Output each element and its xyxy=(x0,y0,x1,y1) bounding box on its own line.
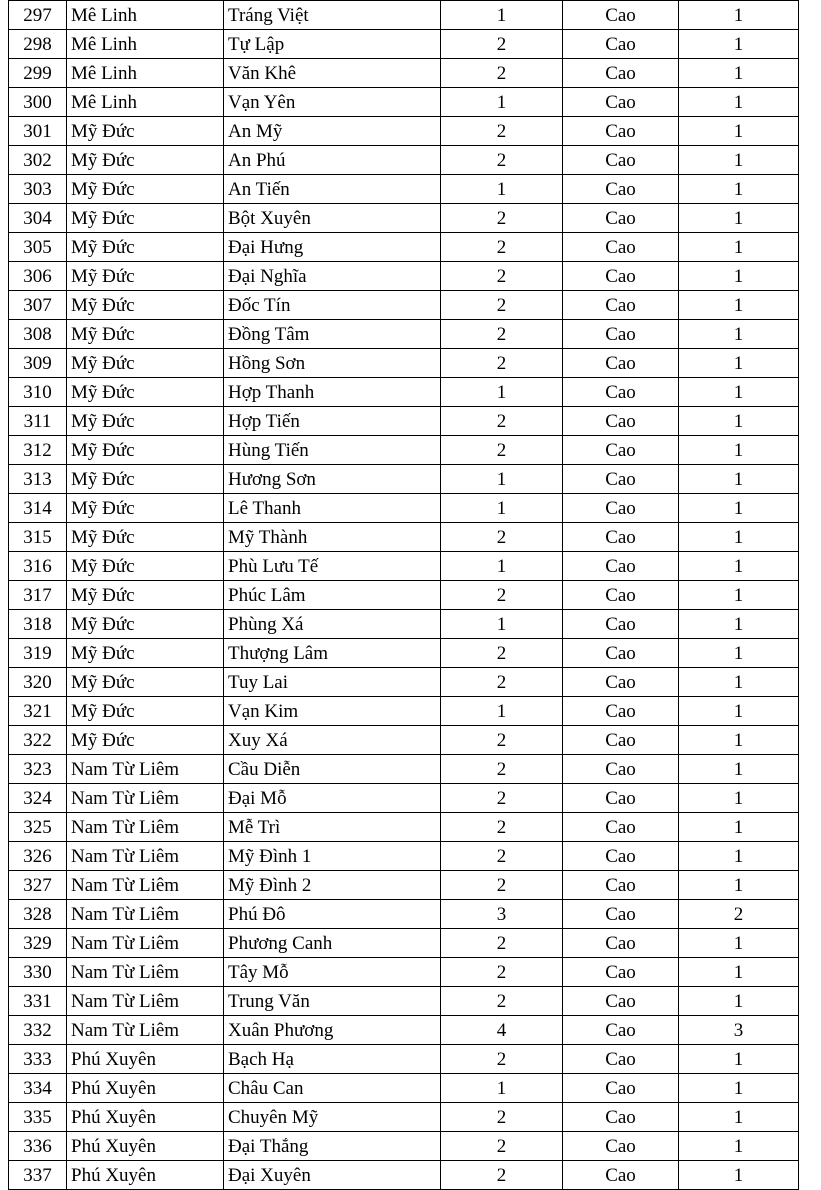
cell-stt: 314 xyxy=(9,494,67,523)
cell-count-b: 1 xyxy=(679,320,799,349)
cell-count-a: 2 xyxy=(441,262,563,291)
cell-count-b: 1 xyxy=(679,1074,799,1103)
cell-count-a: 2 xyxy=(441,581,563,610)
cell-district: Phú Xuyên xyxy=(67,1103,224,1132)
cell-count-a: 2 xyxy=(441,1103,563,1132)
cell-count-b: 1 xyxy=(679,407,799,436)
cell-count-b: 1 xyxy=(679,842,799,871)
cell-stt: 300 xyxy=(9,88,67,117)
cell-stt: 328 xyxy=(9,900,67,929)
cell-ward: Mỹ Đình 2 xyxy=(224,871,441,900)
cell-ward: Hợp Tiến xyxy=(224,407,441,436)
cell-district: Mỹ Đức xyxy=(67,233,224,262)
cell-count-b: 1 xyxy=(679,610,799,639)
cell-count-b: 1 xyxy=(679,378,799,407)
cell-count-a: 3 xyxy=(441,900,563,929)
table-row xyxy=(9,262,799,291)
cell-district: Mỹ Đức xyxy=(67,639,224,668)
cell-district: Mỹ Đức xyxy=(67,117,224,146)
cell-ward: Bột Xuyên xyxy=(224,204,441,233)
table-row xyxy=(9,1045,799,1074)
cell-district: Phú Xuyên xyxy=(67,1045,224,1074)
cell-level: Cao xyxy=(563,262,679,291)
table-row xyxy=(9,1103,799,1132)
cell-stt: 324 xyxy=(9,784,67,813)
table-row xyxy=(9,755,799,784)
cell-level: Cao xyxy=(563,929,679,958)
cell-district: Mỹ Đức xyxy=(67,349,224,378)
cell-count-b: 1 xyxy=(679,639,799,668)
cell-count-b: 3 xyxy=(679,1016,799,1045)
table-body xyxy=(9,1,799,1190)
table-row xyxy=(9,523,799,552)
cell-count-a: 1 xyxy=(441,494,563,523)
cell-count-a: 4 xyxy=(441,1016,563,1045)
cell-count-b: 1 xyxy=(679,117,799,146)
table-row xyxy=(9,30,799,59)
cell-stt: 307 xyxy=(9,291,67,320)
cell-ward: Tráng Việt xyxy=(224,1,441,30)
cell-level: Cao xyxy=(563,59,679,88)
table-row xyxy=(9,436,799,465)
cell-count-b: 1 xyxy=(679,523,799,552)
cell-ward: Văn Khê xyxy=(224,59,441,88)
cell-district: Mỹ Đức xyxy=(67,668,224,697)
cell-district: Mê Linh xyxy=(67,59,224,88)
cell-level: Cao xyxy=(563,755,679,784)
table-row xyxy=(9,117,799,146)
cell-ward: Cầu Diễn xyxy=(224,755,441,784)
cell-count-b: 1 xyxy=(679,1,799,30)
cell-level: Cao xyxy=(563,30,679,59)
cell-stt: 311 xyxy=(9,407,67,436)
cell-stt: 302 xyxy=(9,146,67,175)
cell-level: Cao xyxy=(563,349,679,378)
cell-level: Cao xyxy=(563,1016,679,1045)
cell-level: Cao xyxy=(563,842,679,871)
cell-ward: Tuy Lai xyxy=(224,668,441,697)
cell-ward: Đại Xuyên xyxy=(224,1161,441,1190)
cell-ward: Hồng Sơn xyxy=(224,349,441,378)
table-row xyxy=(9,1161,799,1190)
cell-level: Cao xyxy=(563,320,679,349)
cell-stt: 310 xyxy=(9,378,67,407)
cell-count-a: 2 xyxy=(441,59,563,88)
table-row xyxy=(9,668,799,697)
cell-ward: Lê Thanh xyxy=(224,494,441,523)
cell-count-a: 2 xyxy=(441,146,563,175)
cell-count-b: 1 xyxy=(679,958,799,987)
cell-count-a: 1 xyxy=(441,175,563,204)
table-row xyxy=(9,465,799,494)
cell-count-a: 2 xyxy=(441,1161,563,1190)
cell-count-a: 2 xyxy=(441,755,563,784)
cell-ward: Thượng Lâm xyxy=(224,639,441,668)
cell-count-b: 1 xyxy=(679,233,799,262)
cell-district: Mỹ Đức xyxy=(67,697,224,726)
cell-count-a: 1 xyxy=(441,465,563,494)
cell-level: Cao xyxy=(563,204,679,233)
cell-level: Cao xyxy=(563,697,679,726)
cell-count-a: 2 xyxy=(441,958,563,987)
cell-level: Cao xyxy=(563,610,679,639)
table-row xyxy=(9,871,799,900)
cell-count-a: 1 xyxy=(441,697,563,726)
cell-district: Mỹ Đức xyxy=(67,146,224,175)
cell-district: Mỹ Đức xyxy=(67,726,224,755)
cell-district: Phú Xuyên xyxy=(67,1161,224,1190)
cell-count-a: 2 xyxy=(441,668,563,697)
cell-count-a: 2 xyxy=(441,871,563,900)
cell-count-b: 1 xyxy=(679,552,799,581)
cell-ward: Tự Lập xyxy=(224,30,441,59)
cell-level: Cao xyxy=(563,117,679,146)
cell-count-b: 1 xyxy=(679,668,799,697)
cell-district: Mỹ Đức xyxy=(67,436,224,465)
cell-district: Mê Linh xyxy=(67,30,224,59)
cell-count-b: 2 xyxy=(679,900,799,929)
cell-ward: Vạn Yên xyxy=(224,88,441,117)
cell-ward: Hùng Tiến xyxy=(224,436,441,465)
cell-ward: Phú Đô xyxy=(224,900,441,929)
cell-count-a: 2 xyxy=(441,1045,563,1074)
cell-ward: Đại Hưng xyxy=(224,233,441,262)
cell-count-a: 2 xyxy=(441,30,563,59)
cell-district: Phú Xuyên xyxy=(67,1132,224,1161)
cell-count-b: 1 xyxy=(679,262,799,291)
cell-level: Cao xyxy=(563,233,679,262)
cell-level: Cao xyxy=(563,552,679,581)
cell-district: Mê Linh xyxy=(67,88,224,117)
cell-ward: Phù Lưu Tế xyxy=(224,552,441,581)
cell-stt: 309 xyxy=(9,349,67,378)
cell-level: Cao xyxy=(563,987,679,1016)
table-row xyxy=(9,958,799,987)
cell-count-a: 2 xyxy=(441,929,563,958)
cell-count-a: 1 xyxy=(441,1,563,30)
cell-stt: 306 xyxy=(9,262,67,291)
cell-count-a: 2 xyxy=(441,407,563,436)
cell-count-a: 2 xyxy=(441,117,563,146)
table-row xyxy=(9,1,799,30)
cell-ward: Đốc Tín xyxy=(224,291,441,320)
cell-stt: 318 xyxy=(9,610,67,639)
table-row xyxy=(9,900,799,929)
table-row xyxy=(9,552,799,581)
table-row xyxy=(9,784,799,813)
cell-ward: Đồng Tâm xyxy=(224,320,441,349)
cell-level: Cao xyxy=(563,1074,679,1103)
cell-ward: Tây Mỗ xyxy=(224,958,441,987)
cell-stt: 333 xyxy=(9,1045,67,1074)
cell-stt: 303 xyxy=(9,175,67,204)
table-row xyxy=(9,59,799,88)
cell-stt: 331 xyxy=(9,987,67,1016)
cell-ward: Châu Can xyxy=(224,1074,441,1103)
cell-district: Mỹ Đức xyxy=(67,291,224,320)
table-row xyxy=(9,146,799,175)
cell-level: Cao xyxy=(563,668,679,697)
cell-count-b: 1 xyxy=(679,88,799,117)
cell-count-b: 1 xyxy=(679,581,799,610)
cell-level: Cao xyxy=(563,88,679,117)
cell-level: Cao xyxy=(563,958,679,987)
cell-count-b: 1 xyxy=(679,1132,799,1161)
cell-count-a: 2 xyxy=(441,436,563,465)
cell-ward: Phương Canh xyxy=(224,929,441,958)
cell-level: Cao xyxy=(563,523,679,552)
cell-level: Cao xyxy=(563,378,679,407)
cell-count-b: 1 xyxy=(679,813,799,842)
cell-ward: Hợp Thanh xyxy=(224,378,441,407)
cell-district: Mỹ Đức xyxy=(67,465,224,494)
cell-level: Cao xyxy=(563,291,679,320)
cell-stt: 326 xyxy=(9,842,67,871)
cell-count-b: 1 xyxy=(679,987,799,1016)
cell-ward: An Mỹ xyxy=(224,117,441,146)
cell-count-b: 1 xyxy=(679,697,799,726)
table-row xyxy=(9,349,799,378)
cell-count-b: 1 xyxy=(679,146,799,175)
table-row xyxy=(9,233,799,262)
cell-level: Cao xyxy=(563,494,679,523)
cell-count-a: 1 xyxy=(441,610,563,639)
cell-count-b: 1 xyxy=(679,465,799,494)
cell-stt: 304 xyxy=(9,204,67,233)
cell-count-a: 2 xyxy=(441,987,563,1016)
cell-level: Cao xyxy=(563,1103,679,1132)
cell-count-a: 2 xyxy=(441,639,563,668)
cell-district: Mỹ Đức xyxy=(67,262,224,291)
cell-count-b: 1 xyxy=(679,1103,799,1132)
cell-stt: 317 xyxy=(9,581,67,610)
cell-ward: Mễ Trì xyxy=(224,813,441,842)
cell-stt: 330 xyxy=(9,958,67,987)
table-row xyxy=(9,610,799,639)
table-row xyxy=(9,581,799,610)
cell-district: Mỹ Đức xyxy=(67,581,224,610)
cell-ward: Xuy Xá xyxy=(224,726,441,755)
cell-district: Nam Từ Liêm xyxy=(67,784,224,813)
cell-count-b: 1 xyxy=(679,204,799,233)
cell-level: Cao xyxy=(563,871,679,900)
cell-count-a: 1 xyxy=(441,88,563,117)
cell-level: Cao xyxy=(563,639,679,668)
cell-count-a: 2 xyxy=(441,842,563,871)
cell-count-b: 1 xyxy=(679,349,799,378)
cell-level: Cao xyxy=(563,146,679,175)
cell-count-b: 1 xyxy=(679,291,799,320)
cell-level: Cao xyxy=(563,900,679,929)
cell-ward: An Tiến xyxy=(224,175,441,204)
cell-district: Mỹ Đức xyxy=(67,378,224,407)
cell-stt: 323 xyxy=(9,755,67,784)
cell-count-a: 1 xyxy=(441,378,563,407)
cell-ward: Đại Mỗ xyxy=(224,784,441,813)
table-row xyxy=(9,1074,799,1103)
cell-level: Cao xyxy=(563,436,679,465)
cell-stt: 315 xyxy=(9,523,67,552)
cell-stt: 334 xyxy=(9,1074,67,1103)
cell-ward: Phùng Xá xyxy=(224,610,441,639)
cell-district: Mỹ Đức xyxy=(67,320,224,349)
cell-stt: 299 xyxy=(9,59,67,88)
table-row xyxy=(9,929,799,958)
cell-stt: 322 xyxy=(9,726,67,755)
table-row xyxy=(9,842,799,871)
cell-district: Nam Từ Liêm xyxy=(67,958,224,987)
cell-district: Mỹ Đức xyxy=(67,552,224,581)
cell-district: Mỹ Đức xyxy=(67,204,224,233)
cell-count-b: 1 xyxy=(679,1045,799,1074)
cell-count-a: 2 xyxy=(441,726,563,755)
cell-stt: 305 xyxy=(9,233,67,262)
cell-count-a: 2 xyxy=(441,291,563,320)
cell-count-a: 2 xyxy=(441,320,563,349)
table-row xyxy=(9,697,799,726)
table-row xyxy=(9,1132,799,1161)
cell-stt: 335 xyxy=(9,1103,67,1132)
cell-stt: 320 xyxy=(9,668,67,697)
cell-district: Nam Từ Liêm xyxy=(67,755,224,784)
cell-ward: An Phú xyxy=(224,146,441,175)
cell-level: Cao xyxy=(563,784,679,813)
cell-count-a: 1 xyxy=(441,552,563,581)
cell-stt: 321 xyxy=(9,697,67,726)
cell-stt: 312 xyxy=(9,436,67,465)
cell-ward: Xuân Phương xyxy=(224,1016,441,1045)
cell-ward: Đại Thắng xyxy=(224,1132,441,1161)
cell-stt: 327 xyxy=(9,871,67,900)
table-row xyxy=(9,813,799,842)
table-row xyxy=(9,320,799,349)
cell-level: Cao xyxy=(563,1161,679,1190)
cell-count-a: 2 xyxy=(441,233,563,262)
cell-count-a: 2 xyxy=(441,204,563,233)
cell-stt: 325 xyxy=(9,813,67,842)
cell-stt: 319 xyxy=(9,639,67,668)
table-row xyxy=(9,291,799,320)
cell-ward: Phúc Lâm xyxy=(224,581,441,610)
cell-ward: Vạn Kim xyxy=(224,697,441,726)
cell-level: Cao xyxy=(563,726,679,755)
cell-level: Cao xyxy=(563,813,679,842)
cell-district: Mỹ Đức xyxy=(67,407,224,436)
cell-count-a: 2 xyxy=(441,349,563,378)
table-row xyxy=(9,726,799,755)
cell-count-b: 1 xyxy=(679,929,799,958)
cell-district: Nam Từ Liêm xyxy=(67,871,224,900)
cell-district: Phú Xuyên xyxy=(67,1074,224,1103)
cell-district: Nam Từ Liêm xyxy=(67,1016,224,1045)
table-row xyxy=(9,639,799,668)
cell-district: Mỹ Đức xyxy=(67,610,224,639)
cell-count-a: 2 xyxy=(441,523,563,552)
cell-count-b: 1 xyxy=(679,436,799,465)
cell-district: Nam Từ Liêm xyxy=(67,813,224,842)
cell-count-a: 2 xyxy=(441,1132,563,1161)
table-row xyxy=(9,494,799,523)
cell-ward: Mỹ Thành xyxy=(224,523,441,552)
cell-district: Nam Từ Liêm xyxy=(67,987,224,1016)
cell-ward: Đại Nghĩa xyxy=(224,262,441,291)
cell-stt: 336 xyxy=(9,1132,67,1161)
cell-stt: 308 xyxy=(9,320,67,349)
cell-count-b: 1 xyxy=(679,784,799,813)
cell-count-b: 1 xyxy=(679,175,799,204)
ward-risk-table xyxy=(8,0,799,1190)
cell-level: Cao xyxy=(563,465,679,494)
cell-district: Nam Từ Liêm xyxy=(67,929,224,958)
cell-stt: 337 xyxy=(9,1161,67,1190)
cell-level: Cao xyxy=(563,1132,679,1161)
cell-count-b: 1 xyxy=(679,755,799,784)
cell-ward: Mỹ Đình 1 xyxy=(224,842,441,871)
cell-district: Mỹ Đức xyxy=(67,523,224,552)
cell-ward: Trung Văn xyxy=(224,987,441,1016)
cell-district: Mỹ Đức xyxy=(67,494,224,523)
cell-stt: 329 xyxy=(9,929,67,958)
cell-district: Mê Linh xyxy=(67,1,224,30)
cell-district: Mỹ Đức xyxy=(67,175,224,204)
cell-count-a: 1 xyxy=(441,1074,563,1103)
cell-level: Cao xyxy=(563,581,679,610)
cell-count-b: 1 xyxy=(679,726,799,755)
cell-count-a: 2 xyxy=(441,784,563,813)
cell-stt: 313 xyxy=(9,465,67,494)
cell-count-b: 1 xyxy=(679,494,799,523)
table-row xyxy=(9,987,799,1016)
cell-ward: Bạch Hạ xyxy=(224,1045,441,1074)
cell-district: Nam Từ Liêm xyxy=(67,842,224,871)
table-row xyxy=(9,407,799,436)
cell-ward: Hương Sơn xyxy=(224,465,441,494)
cell-stt: 316 xyxy=(9,552,67,581)
cell-count-a: 2 xyxy=(441,813,563,842)
cell-count-b: 1 xyxy=(679,59,799,88)
table-row xyxy=(9,378,799,407)
cell-stt: 298 xyxy=(9,30,67,59)
cell-stt: 297 xyxy=(9,1,67,30)
cell-stt: 332 xyxy=(9,1016,67,1045)
cell-count-b: 1 xyxy=(679,871,799,900)
cell-level: Cao xyxy=(563,175,679,204)
cell-level: Cao xyxy=(563,1045,679,1074)
cell-district: Nam Từ Liêm xyxy=(67,900,224,929)
cell-count-b: 1 xyxy=(679,1161,799,1190)
table-row xyxy=(9,175,799,204)
cell-level: Cao xyxy=(563,407,679,436)
table-row xyxy=(9,204,799,233)
cell-level: Cao xyxy=(563,1,679,30)
cell-ward: Chuyên Mỹ xyxy=(224,1103,441,1132)
table-row xyxy=(9,88,799,117)
table-row xyxy=(9,1016,799,1045)
cell-stt: 301 xyxy=(9,117,67,146)
cell-count-b: 1 xyxy=(679,30,799,59)
